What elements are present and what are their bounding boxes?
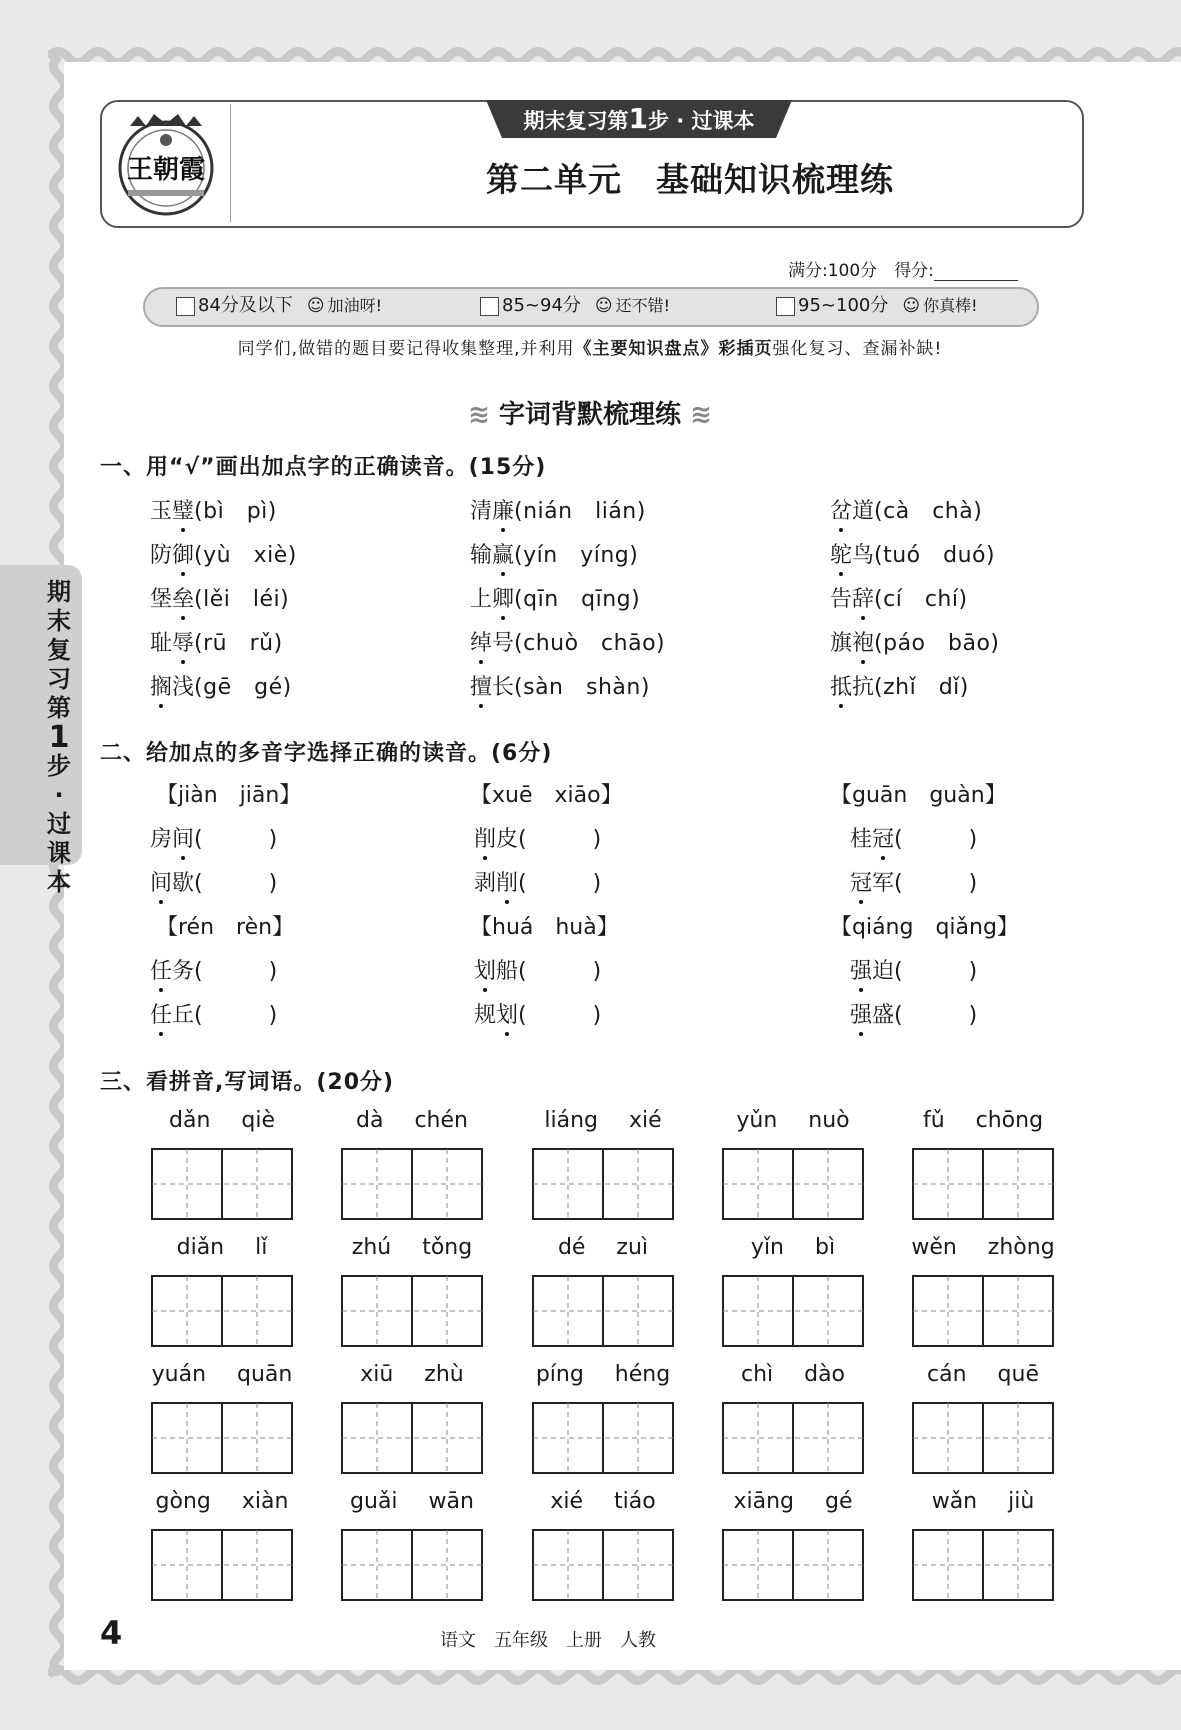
- q2-word[interactable]: [150, 998, 277, 1029]
- logo-seal: [110, 106, 222, 218]
- q1-item[interactable]: [830, 582, 968, 613]
- char: 军: [872, 871, 895, 896]
- char: 输: [470, 543, 493, 568]
- pinyin-label: guǎi wān: [350, 1489, 474, 1514]
- writing-grid[interactable]: [722, 1148, 864, 1220]
- wave-icon: ≋: [468, 400, 490, 430]
- char: 船: [496, 959, 519, 984]
- pinyin-options: (páo bāo): [874, 631, 1000, 656]
- q1-item[interactable]: [150, 582, 289, 613]
- dotted-char: 削: [496, 871, 519, 896]
- smiley-icon: ☺: [902, 296, 921, 316]
- pinyin-label: gòng xiàn: [155, 1489, 289, 1514]
- char: 耻: [150, 631, 173, 656]
- char: 道: [852, 499, 875, 524]
- smiley-icon: ☺: [306, 296, 325, 316]
- q1-item[interactable]: [830, 670, 969, 701]
- q3-title: 三、看拼音,写词语。(20分): [100, 1070, 395, 1095]
- banner-text: [486, 100, 792, 138]
- level-1-msg: 加油呀!: [327, 296, 383, 315]
- level-3-checkbox[interactable]: [776, 297, 795, 316]
- answer-paren[interactable]: ( ): [194, 959, 278, 984]
- dotted-char: 御: [172, 543, 195, 568]
- char: 上: [470, 587, 493, 612]
- pinyin-choices: 【huá huà】: [470, 915, 619, 940]
- char: 皮: [496, 827, 519, 852]
- pinyin-choices: 【rén rèn】: [156, 915, 295, 940]
- answer-paren[interactable]: ( ): [194, 827, 278, 852]
- pinyin-label: yǐn bì: [750, 1235, 836, 1260]
- q1-item[interactable]: [470, 538, 638, 569]
- answer-paren[interactable]: ( ): [518, 871, 602, 896]
- writing-grid[interactable]: [722, 1402, 864, 1474]
- pinyin-options: (cà chà): [874, 499, 983, 524]
- dotted-char: 绰: [470, 631, 493, 656]
- page-number: 4: [100, 1614, 123, 1652]
- char: 规: [474, 1003, 497, 1028]
- dotted-char: 间: [150, 871, 173, 896]
- char: 长: [492, 675, 515, 700]
- dotted-char: 强: [850, 1003, 873, 1028]
- answer-paren[interactable]: ( ): [194, 1003, 278, 1028]
- writing-grid[interactable]: [722, 1275, 864, 1347]
- pinyin-choices: 【jiàn jiān】: [156, 783, 302, 808]
- dotted-char: 间: [172, 827, 195, 852]
- pinyin-options: (cí chí): [874, 587, 968, 612]
- writing-grid[interactable]: [912, 1402, 1054, 1474]
- pinyin-label: liáng xié: [544, 1108, 662, 1133]
- level-1: [176, 290, 382, 322]
- char: 迫: [872, 959, 895, 984]
- side-tab-char: 末: [47, 607, 71, 635]
- dotted-char: 冠: [872, 827, 895, 852]
- writing-grid[interactable]: [151, 1148, 293, 1220]
- q1-item[interactable]: [150, 538, 297, 569]
- notice-bold: 《主要知识盘点》彩插页: [574, 339, 773, 359]
- pinyin-options: (rū rǔ): [194, 631, 283, 656]
- notice: [100, 334, 1080, 359]
- pinyin-options: (qīn qīng): [514, 587, 641, 612]
- char: 号: [492, 631, 515, 656]
- side-tab-char: ·: [54, 781, 64, 809]
- dotted-char: 袍: [852, 631, 875, 656]
- writing-grid[interactable]: [912, 1148, 1054, 1220]
- level-2-range: 85~94分: [502, 295, 581, 316]
- banner-pre: 期末复习第: [523, 109, 629, 133]
- q1-item[interactable]: [830, 494, 982, 525]
- pinyin-options: (lěi léi): [194, 587, 290, 612]
- writing-grid[interactable]: [151, 1402, 293, 1474]
- q1-item[interactable]: [470, 626, 665, 657]
- pinyin-choices: 【xuē xiāo】: [470, 783, 623, 808]
- level-2-checkbox[interactable]: [480, 297, 499, 316]
- q2-word[interactable]: [850, 822, 977, 853]
- answer-paren[interactable]: ( ): [518, 1003, 602, 1028]
- level-1-checkbox[interactable]: [176, 297, 195, 316]
- q2-word[interactable]: [150, 954, 277, 985]
- dotted-char: 擅: [470, 675, 493, 700]
- writing-grid[interactable]: [532, 1275, 674, 1347]
- pinyin-label: xié tiáo: [550, 1489, 656, 1514]
- q2-word[interactable]: [474, 866, 601, 897]
- dotted-char: 垒: [172, 587, 195, 612]
- pinyin-label: chì dào: [740, 1362, 846, 1387]
- dotted-char: 任: [150, 1003, 173, 1028]
- writing-grid[interactable]: [722, 1529, 864, 1601]
- q1-item[interactable]: [150, 626, 283, 657]
- pinyin-label: fǔ chōng: [922, 1108, 1044, 1133]
- footer-info: 语文 五年级 上册 人教: [440, 1630, 656, 1651]
- pinyin-label: dǎn qiè: [169, 1108, 275, 1133]
- char: 清: [470, 499, 493, 524]
- pinyin-label: dé zuì: [557, 1235, 649, 1260]
- writing-grid[interactable]: [912, 1275, 1054, 1347]
- q2-title: 二、给加点的多音字选择正确的读音。(6分): [100, 741, 553, 766]
- q2-word[interactable]: [150, 866, 277, 897]
- pinyin-options: (yù xiè): [194, 543, 297, 568]
- section-title: [340, 394, 840, 431]
- dotted-char: 划: [496, 1003, 519, 1028]
- writing-grid[interactable]: [151, 1529, 293, 1601]
- pinyin-label: diǎn lǐ: [176, 1235, 268, 1260]
- score-blank[interactable]: [934, 262, 1018, 281]
- dotted-char: 削: [474, 827, 497, 852]
- char: 旗: [830, 631, 853, 656]
- dotted-char: 划: [474, 959, 497, 984]
- char: 盛: [872, 1003, 895, 1028]
- dotted-char: 辱: [172, 631, 195, 656]
- score-label: 得分:: [894, 261, 934, 281]
- section-title-text: 字词背默梳理练: [498, 400, 681, 430]
- q1-item[interactable]: [470, 494, 646, 525]
- pinyin-label: xiāng gé: [733, 1489, 853, 1514]
- dotted-char: 辞: [852, 587, 875, 612]
- banner-num: 1: [628, 102, 648, 135]
- q2-word[interactable]: [474, 954, 601, 985]
- dotted-char: 赢: [492, 543, 515, 568]
- writing-grid[interactable]: [341, 1402, 483, 1474]
- dotted-char: 任: [150, 959, 173, 984]
- char: 歇: [172, 871, 195, 896]
- q1-item[interactable]: [830, 538, 995, 569]
- answer-paren[interactable]: ( ): [894, 959, 978, 984]
- dotted-char: 廉: [492, 499, 515, 524]
- dotted-char: 鸵: [830, 543, 853, 568]
- dotted-char: 卿: [492, 587, 515, 612]
- char: 丘: [172, 1003, 195, 1028]
- level-3-msg: 你真棒!: [923, 296, 978, 315]
- pinyin-choices: 【qiáng qiǎng】: [830, 915, 1019, 940]
- level-3: [776, 290, 978, 322]
- q1-title: 一、用“√”画出加点字的正确读音。(15分): [100, 455, 547, 480]
- q2-word[interactable]: [474, 998, 601, 1029]
- writing-grid[interactable]: [532, 1402, 674, 1474]
- level-1-range: 84分及以下: [198, 295, 293, 316]
- writing-grid[interactable]: [151, 1275, 293, 1347]
- pinyin-label: cán quē: [927, 1362, 1039, 1387]
- pinyin-label: xiū zhù: [360, 1362, 464, 1387]
- answer-paren[interactable]: ( ): [894, 871, 978, 896]
- side-tab-char: 过: [47, 810, 71, 838]
- answer-paren[interactable]: ( ): [518, 959, 602, 984]
- q2-word[interactable]: [150, 822, 277, 853]
- q2-word[interactable]: [850, 998, 977, 1029]
- pinyin-choices: 【guān guàn】: [830, 783, 1007, 808]
- q1-item[interactable]: [150, 494, 277, 525]
- char: 告: [830, 587, 853, 612]
- pinyin-options: (tuó duó): [874, 543, 996, 568]
- dotted-char: 璧: [172, 499, 195, 524]
- char: 浅: [172, 675, 195, 700]
- answer-paren[interactable]: ( ): [518, 827, 602, 852]
- q2-word[interactable]: [474, 822, 601, 853]
- q2-word[interactable]: [850, 954, 977, 985]
- pinyin-label: píng héng: [535, 1362, 671, 1387]
- pinyin-options: (chuò chāo): [514, 631, 666, 656]
- score-line: [788, 256, 1018, 281]
- smiley-icon: ☺: [594, 296, 613, 316]
- dotted-char: 强: [850, 959, 873, 984]
- writing-grid[interactable]: [532, 1529, 674, 1601]
- pinyin-label: yǔn nuò: [736, 1108, 850, 1133]
- writing-grid[interactable]: [341, 1529, 483, 1601]
- header-divider: [230, 104, 231, 222]
- char: 房: [150, 827, 173, 852]
- q1-item[interactable]: [470, 670, 650, 701]
- q1-item[interactable]: [150, 670, 292, 701]
- side-tab-char: 本: [47, 868, 71, 896]
- side-tab-char: 1: [48, 720, 70, 755]
- char: 抗: [852, 675, 875, 700]
- pinyin-options: (zhǐ dǐ): [874, 675, 969, 700]
- writing-grid[interactable]: [532, 1148, 674, 1220]
- pinyin-label: wǎn jiù: [931, 1489, 1035, 1514]
- level-2-msg: 还不错!: [615, 296, 671, 315]
- side-tab-char: 期: [47, 578, 71, 606]
- side-tab-char: 复: [47, 636, 71, 664]
- pinyin-label: dà chén: [356, 1108, 468, 1133]
- dotted-char: 冠: [850, 871, 873, 896]
- char: 堡: [150, 587, 173, 612]
- answer-paren[interactable]: ( ): [894, 827, 978, 852]
- notice-post: 强化复习、查漏补缺!: [772, 339, 943, 359]
- side-tab-char: 步: [47, 752, 71, 780]
- char: 桂: [850, 827, 873, 852]
- writing-grid[interactable]: [341, 1148, 483, 1220]
- full-score: 满分:100分: [788, 261, 878, 281]
- answer-paren[interactable]: ( ): [194, 871, 278, 896]
- pinyin-label: wěn zhòng: [911, 1235, 1055, 1260]
- wave-icon: ≋: [690, 400, 712, 430]
- pinyin-label: zhú tǒng: [351, 1235, 473, 1260]
- answer-paren[interactable]: ( ): [894, 1003, 978, 1028]
- char: 防: [150, 543, 173, 568]
- level-3-range: 95~100分: [798, 295, 889, 316]
- pinyin-options: (sàn shàn): [514, 675, 650, 700]
- pinyin-options: (bì pì): [194, 499, 277, 524]
- banner-post: 步 · 过课本: [647, 109, 755, 133]
- dotted-char: 抵: [830, 675, 853, 700]
- char: 玉: [150, 499, 173, 524]
- page-title: 第二单元 基础知识梳理练: [486, 160, 894, 199]
- char: 鸟: [852, 543, 875, 568]
- side-tab-label: [44, 578, 74, 897]
- pinyin-options: (yín yíng): [514, 543, 639, 568]
- writing-grid[interactable]: [341, 1275, 483, 1347]
- q1-item[interactable]: [830, 626, 1000, 657]
- pinyin-label: yuán quān: [151, 1362, 293, 1387]
- logo-seal-text: 王朝霞: [126, 155, 206, 185]
- side-tab-char: 习: [47, 665, 71, 693]
- side-tab-char: 课: [47, 839, 71, 867]
- dotted-char: 搁: [150, 675, 173, 700]
- side-tab-char: 第: [47, 694, 71, 722]
- pinyin-options: (nián lián): [514, 499, 646, 524]
- notice-pre: 同学们,做错的题目要记得收集整理,并利用: [237, 339, 575, 359]
- char: 剥: [474, 871, 497, 896]
- dotted-char: 岔: [830, 499, 853, 524]
- level-2: [480, 290, 670, 322]
- pinyin-options: (gē gé): [194, 675, 292, 700]
- q1-item[interactable]: [470, 582, 640, 613]
- char: 务: [172, 959, 195, 984]
- writing-grid[interactable]: [912, 1529, 1054, 1601]
- q2-word[interactable]: [850, 866, 977, 897]
